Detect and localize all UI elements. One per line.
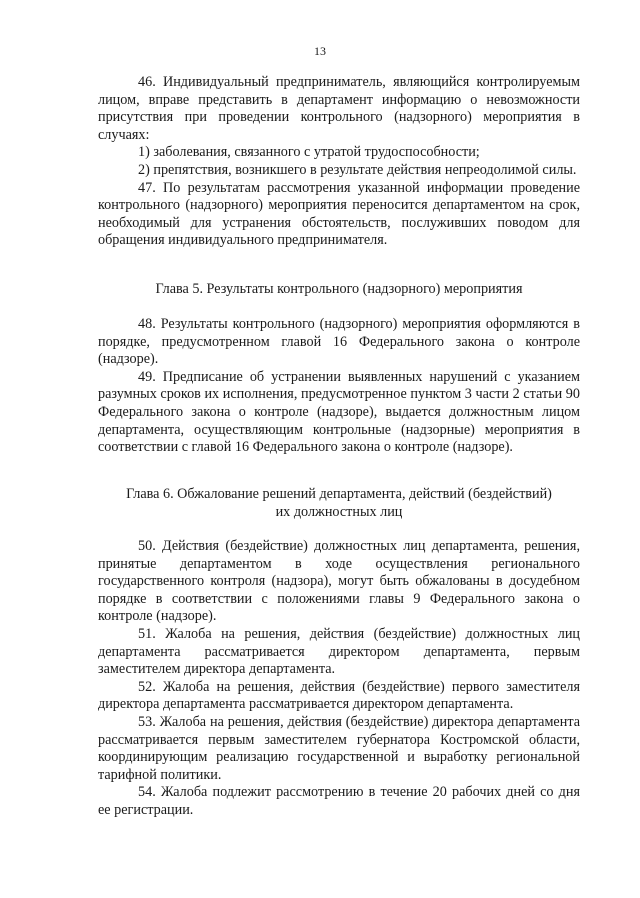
chapter-6-title-line-1: Глава 6. Обжалование решений департамента, действий (бездействий): [126, 486, 552, 502]
paragraph-53: 53. Жалоба на решения, действия (бездействие) директора департамента рассматривается первым заместителем губернатора Костромской области, координирующим реализацию государственной и выработку региональной тарифной политики.: [98, 713, 580, 783]
section-items-46-47: [98, 74, 580, 250]
chapter-5-body: [98, 316, 580, 457]
page-number: 13: [314, 44, 326, 58]
paragraph-50: 50. Действия (бездействие) должностных лиц департамента, решения, принятые департаментом в ходе осуществления регионального государственного контроля (надзора), могут быть обжалованы в досудебном порядке в соответствии с положениями главы 9 Федерального закона о контроле (надзоре).: [98, 538, 580, 625]
chapter-5-heading-block: [98, 281, 580, 299]
paragraph-46-1: 1) заболевания, связанного с утратой трудоспособности;: [138, 144, 480, 161]
paragraph-48: 48. Результаты контрольного (надзорного) мероприятия оформляются в порядке, предусмотренном главой 16 Федерального закона о контроле (надзоре).: [98, 316, 580, 368]
paragraph-47: 47. По результатам рассмотрения указанной информации проведение контрольного (надзорного) мероприятия переносится департаментом на срок, необходимый для устранения обстоятельств, послуживших поводом для обращения индивидуального предпринимателя.: [98, 179, 580, 249]
paragraph-46: 46. Индивидуальный предприниматель, являющийся контролируемым лицом, вправе представить в департамент информацию о невозможности присутствия при проведении контрольного (надзорного) мероприятия в случаях:: [98, 74, 580, 143]
paragraph-54: 54. Жалоба подлежит рассмотрению в течение 20 рабочих дней со дня ее регистрации.: [98, 784, 580, 818]
chapter-6-body: [98, 538, 580, 820]
paragraph-51: 51. Жалоба на решения, действия (бездействие) должностных лиц департамента рассматривается директором департамента, первым заместителем директора департамента.: [98, 625, 580, 678]
paragraph-46-2: 2) препятствия, возникшего в результате действия непреодолимой силы.: [138, 161, 577, 178]
chapter-6-heading-block: [98, 486, 580, 521]
chapter-5-title: Глава 5. Результаты контрольного (надзорного) мероприятия: [155, 281, 523, 297]
paragraph-49: 49. Предписание об устранении выявленных нарушений с указанием разумных сроков их исполнения, предусмотренное пунктом 3 части 2 статьи 90 Федерального закона о контроле (надзоре), выдается должностным лицом департамента, осуществляющим контрольные (надзорные) мероприятия в соответствии с главой 16 Федерального закона о контроле (надзоре).: [98, 368, 580, 456]
paragraph-52: 52. Жалоба на решения, действия (бездействие) первого заместителя директора департамента рассматривается директором департамента.: [98, 678, 580, 713]
chapter-6-title-line-2: их должностных лиц: [275, 503, 403, 520]
